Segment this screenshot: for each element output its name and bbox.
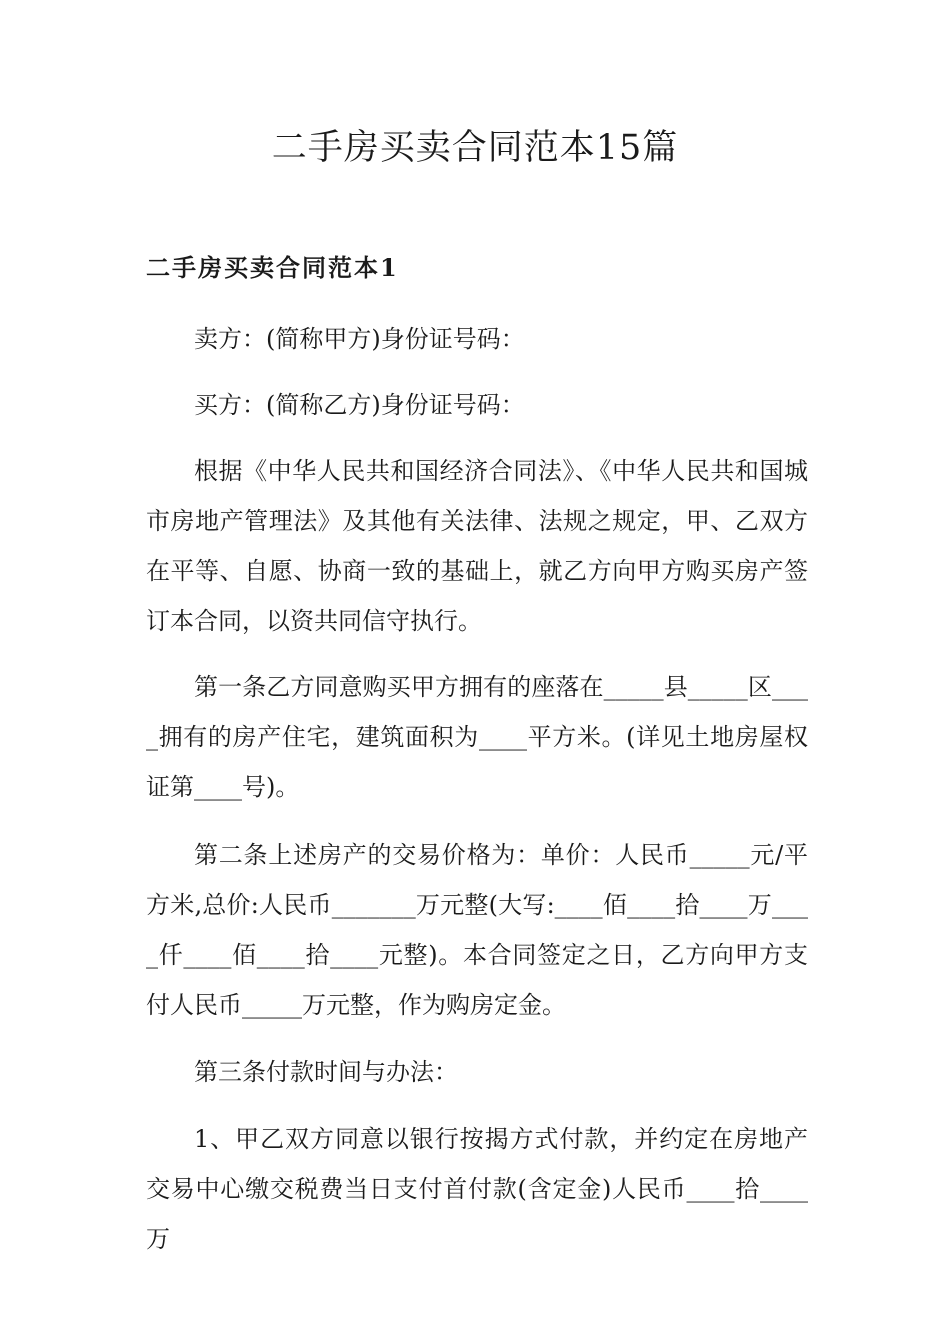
legal-basis-paragraph: 根据《中华人民共和国经济合同法》、《中华人民共和国城市房地产管理法》及其他有关法律、法规之规定，甲、乙双方在平等、自愿、协商一致的基础上，就乙方向甲方购买房产签订本合同，以资共同信守执行。	[146, 457, 808, 635]
document-title: 二手房买卖合同范本15篇	[271, 128, 679, 168]
article-3-item-1-paragraph: 1、甲乙双方同意以银行按揭方式付款，并约定在房地产交易中心缴交税费当日支付首付款(含定金)人民币____拾____万	[146, 1125, 808, 1253]
article-2-paragraph: 第二条上述房产的交易价格为：单价：人民币_____元/平方米,总价:人民币_______万元整(大写:____佰____拾____万____仟____佰____拾____元整)。本合同签定之日，乙方向甲方支付人民币_____万元整，作为购房定金。	[146, 841, 808, 1019]
buyer-paragraph: 买方：(简称乙方)身份证号码：	[194, 391, 525, 419]
seller-paragraph: 卖方：(简称甲方)身份证号码：	[194, 325, 525, 353]
article-3-paragraph: 第三条付款时间与办法：	[194, 1058, 458, 1086]
article-1-paragraph: 第一条乙方同意购买甲方拥有的座落在_____县_____区____拥有的房产住宅，建筑面积为____平方米。(详见土地房屋权证第____号)。	[146, 673, 808, 801]
section-heading: 二手房买卖合同范本1	[146, 253, 399, 282]
